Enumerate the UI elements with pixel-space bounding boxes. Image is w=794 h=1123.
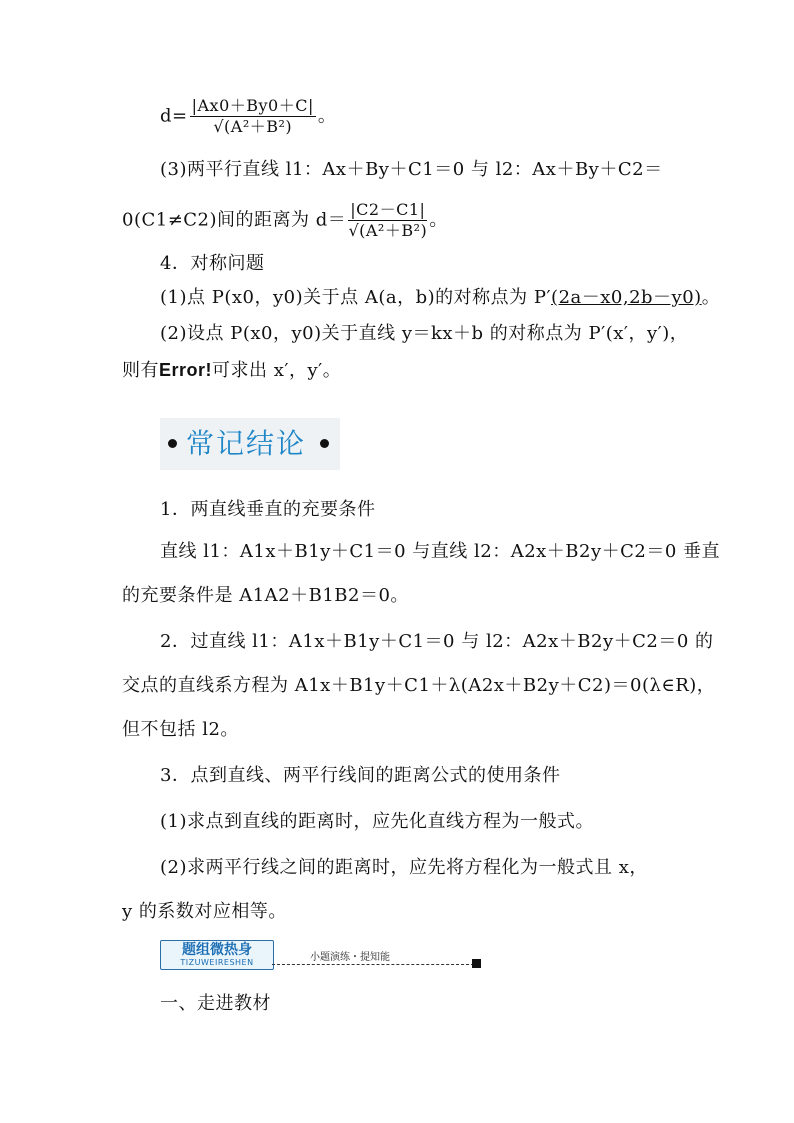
result-prefix: 则有 — [122, 360, 159, 381]
tizu-pinyin: TIZUWEIRESHEN — [180, 958, 254, 967]
result-suffix: 可求出 x′，y′。 — [212, 360, 342, 381]
parallel-fraction — [348, 200, 427, 241]
conclusion3-point2-line2: y 的系数对应相等。 — [122, 901, 287, 922]
conclusions-heading — [160, 418, 340, 470]
square-end-icon — [472, 959, 481, 968]
conclusion3-title: 3．点到直线、两平行线间的距离公式的使用条件 — [160, 765, 561, 786]
parallel-numerator: |C2－C1| — [350, 200, 426, 219]
symmetry-point-suffix: 。 — [701, 287, 721, 308]
conclusion1-line2: 的充要条件是 A1A2＋B1B2＝0。 — [122, 585, 409, 606]
bullet-dot-icon — [168, 439, 177, 448]
section4-title: 4．对称问题 — [160, 253, 265, 274]
conclusion2-line1: 2．过直线 l1：A1x＋B1y＋C1＝0 与 l2：A2x＋B2y＋C2＝0 的 — [160, 631, 714, 652]
symmetry-point — [160, 286, 721, 310]
formula-prefix: d= — [160, 105, 188, 127]
heading-text: 常记结论 — [186, 427, 307, 460]
tizu-title: 题组微热身 — [182, 942, 252, 958]
parallel-lines-line1: (3)两平行直线 l1：Ax＋By＋C1＝0 与 l2：Ax＋By＋C2＝ — [160, 159, 663, 180]
conclusion1-title: 1．两直线垂直的充要条件 — [160, 499, 376, 520]
formula-fraction — [190, 96, 316, 137]
section-one-title: 一、走进教材 — [160, 993, 271, 1014]
tizu-tag — [160, 940, 274, 970]
tizu-subtitle: 小题演练・提知能 — [310, 952, 390, 963]
symmetry-line-result — [122, 358, 682, 383]
parallel-denominator: √(A²＋B²) — [348, 221, 428, 240]
symmetry-point-text: (1)点 P(x0，y0)关于点 A(a，b)的对称点为 P′ — [160, 287, 552, 308]
symmetry-line: (2)设点 P(x0，y0)关于直线 y＝kx＋b 的对称点为 P′(x′，y′)， — [160, 323, 689, 344]
parallel-suffix: 。 — [429, 209, 448, 231]
tizu-banner — [160, 940, 490, 974]
formula-suffix: 。 — [317, 105, 337, 127]
conclusion1-line1: 直线 l1：A1x＋B1y＋C1＝0 与直线 l2：A2x＋B2y＋C2＝0 垂直 — [160, 541, 721, 562]
symmetry-point-answer: (2a－x0,2b－y0) — [551, 287, 702, 308]
distance-formula — [160, 96, 685, 137]
conclusion2-line3: 但不包括 l2。 — [122, 719, 239, 740]
error-text: Error! — [159, 360, 213, 380]
formula-numerator: |Ax0＋By0＋C| — [191, 96, 314, 115]
conclusion3-point1: (1)求点到直线的距离时，应先化直线方程为一般式。 — [160, 811, 594, 832]
parallel-prefix: 0(C1≠C2)间的距离为 d＝ — [122, 209, 347, 231]
dashed-divider — [272, 964, 474, 965]
conclusion3-point2-line1: (2)求两平行线之间的距离时，应先将方程化为一般式且 x， — [160, 857, 648, 878]
conclusion2-line2: 交点的直线系方程为 A1x＋B1y＋C1＋λ(A2x＋B2y＋C2)＝0(λ∈R)， — [122, 675, 716, 696]
formula-denominator: √(A²＋B²) — [213, 117, 293, 136]
bullet-dot-icon — [320, 439, 329, 448]
parallel-lines-line2 — [122, 200, 682, 241]
